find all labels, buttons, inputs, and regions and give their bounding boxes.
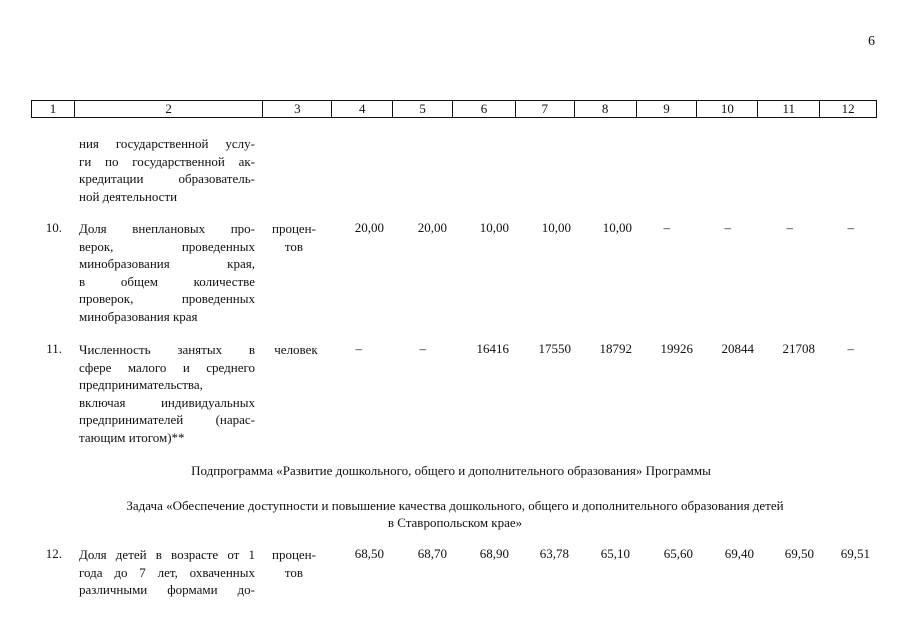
value-cell: 19926 bbox=[660, 341, 693, 356]
text-line: Доля внеплановых про- bbox=[79, 221, 255, 236]
value-cell: – bbox=[847, 341, 854, 356]
row-number: 12. bbox=[45, 546, 62, 561]
row-number: 11. bbox=[46, 341, 62, 356]
text-line: ги по государственной ак- bbox=[79, 153, 255, 169]
text-line: процен- bbox=[272, 221, 316, 236]
value-cell: – bbox=[663, 220, 670, 235]
value-cell: 18792 bbox=[599, 341, 632, 356]
text-line: ной деятельности bbox=[79, 188, 178, 204]
value-cell: 17550 bbox=[538, 341, 571, 356]
table-column-numbers bbox=[31, 100, 877, 118]
value-cell: – bbox=[419, 341, 426, 356]
unit-of-measure bbox=[266, 546, 322, 581]
indicator-description bbox=[79, 341, 255, 446]
value-cell: 10,00 bbox=[541, 220, 571, 235]
text-line: сфере малого и среднего bbox=[79, 359, 255, 375]
value-cell: 20,00 bbox=[354, 220, 384, 235]
value-cell: 10,00 bbox=[479, 220, 509, 235]
text-line: кредитации образователь- bbox=[79, 171, 255, 186]
value-cell: 65,60 bbox=[663, 546, 693, 561]
text-line: верок, проведенных bbox=[79, 238, 255, 254]
text-line: тов bbox=[284, 238, 304, 254]
text-line: минобразования края bbox=[79, 308, 198, 324]
column-number: 3 bbox=[263, 101, 332, 117]
column-number: 9 bbox=[637, 101, 698, 117]
value-cell: 69,50 bbox=[784, 546, 814, 561]
text-line: в общем количестве bbox=[79, 273, 255, 289]
value-cell: 21708 bbox=[782, 341, 815, 356]
value-cell: – bbox=[847, 220, 854, 235]
text-line: Задача «Обеспечение доступности и повышение качества дошкольного, общего и дополнительного образования детей bbox=[126, 498, 784, 513]
column-number: 11 bbox=[758, 101, 820, 117]
value-cell: – bbox=[724, 220, 731, 235]
text-line: включая индивидуальных bbox=[79, 394, 255, 410]
value-cell: 69,51 bbox=[840, 546, 870, 561]
column-number: 12 bbox=[841, 101, 855, 116]
value-cell: 63,78 bbox=[539, 546, 569, 561]
text-line: процен- bbox=[272, 547, 316, 562]
column-number: 10 bbox=[697, 101, 758, 117]
value-cell: 68,50 bbox=[354, 546, 384, 561]
value-cell: 69,40 bbox=[724, 546, 754, 561]
text-line: тов bbox=[284, 564, 304, 580]
text-line: года до 7 лет, охваченных bbox=[79, 564, 255, 580]
text-line: предпринимателей (нарас- bbox=[79, 412, 255, 427]
value-cell: 68,90 bbox=[479, 546, 509, 561]
page-number: 6 bbox=[868, 34, 875, 49]
text-line: тающим итогом)** bbox=[79, 429, 185, 445]
value-cell: 68,70 bbox=[417, 546, 447, 561]
subprogram-title: Подпрограмма «Развитие дошкольного, общего и дополнительного образования» Программы bbox=[191, 463, 711, 478]
indicator-description bbox=[79, 220, 255, 325]
text-line: предпринимательства, bbox=[79, 377, 203, 392]
column-number: 1 bbox=[32, 101, 75, 117]
column-number: 5 bbox=[393, 101, 453, 117]
continued-description bbox=[79, 135, 255, 205]
text-line: в Ставропольском крае» bbox=[387, 515, 523, 530]
task-title bbox=[60, 497, 850, 531]
column-number: 7 bbox=[516, 101, 575, 117]
value-cell: 10,00 bbox=[602, 220, 632, 235]
value-cell: 65,10 bbox=[600, 546, 630, 561]
indicator-description bbox=[79, 546, 255, 599]
column-number: 6 bbox=[453, 101, 516, 117]
value-cell: 20,00 bbox=[417, 220, 447, 235]
text-line: ния государственной услу- bbox=[79, 136, 255, 151]
value-cell: 16416 bbox=[476, 341, 509, 356]
value-cell: – bbox=[355, 341, 362, 356]
text-line: минобразования края, bbox=[79, 256, 255, 271]
text-line: различными формами до- bbox=[79, 582, 255, 597]
column-number: 8 bbox=[575, 101, 637, 117]
value-cell: 20844 bbox=[721, 341, 754, 356]
text-line: Численность занятых в bbox=[79, 342, 255, 357]
value-cell: – bbox=[786, 220, 793, 235]
text-line: проверок, проведенных bbox=[79, 291, 255, 306]
text-line: Доля детей в возрасте от 1 bbox=[79, 547, 255, 562]
column-number: 2 bbox=[75, 101, 264, 117]
row-number: 10. bbox=[45, 220, 62, 235]
text-line: человек bbox=[274, 342, 318, 357]
column-number: 4 bbox=[332, 101, 393, 117]
unit-of-measure bbox=[266, 220, 322, 255]
